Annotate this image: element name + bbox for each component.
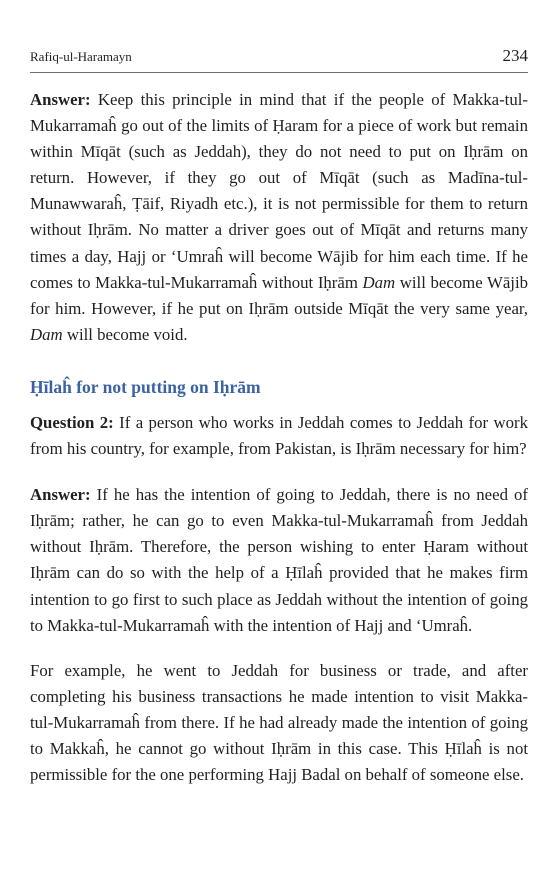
- page-header: [30, 46, 528, 66]
- answer-paragraph-1: [30, 87, 528, 348]
- page-body: [30, 87, 528, 788]
- page-number: 234: [502, 46, 528, 65]
- question-text: If a person who works in Jeddah comes to Jeddah for work from his country, for example, from Pakistan, is Iḥrām necessary for him?: [30, 412, 528, 459]
- section-heading: Ḥīlaĥ for not putting on Iḥrām: [30, 376, 261, 397]
- answer-text-part: will become void.: [62, 324, 188, 344]
- question-lead: Question 2:: [30, 412, 114, 432]
- book-title: Rafiq-ul-Haramayn: [30, 49, 132, 64]
- header-divider: [30, 72, 528, 73]
- answer-text-part: will become Wājib for him. However, if he put on Iḥrām outside Mīqāt the very same year,: [30, 272, 528, 318]
- answer-lead: Answer:: [30, 90, 91, 109]
- answer-paragraph-2: [30, 482, 528, 639]
- dam-term: Dam: [362, 272, 396, 292]
- dam-term: Dam: [30, 324, 63, 344]
- answer-lead: Answer:: [30, 485, 91, 505]
- example-paragraph: For example, he went to Jeddah for business or trade, and after completing his business transactions he made intention to visit Makka-tul-Mukarramaĥ from there. If he had already made the intention of going to Makkaĥ, he cannot go without Iḥrām in this case. This Ḥīlaĥ is not permissible for the one performing Hajj Badal on behalf of someone else.: [30, 660, 528, 785]
- answer-text: If he has the intention of going to Jeddah, there is no need of Iḥrām; rather, he can go to even Makka-tul-Mukarramaĥ from Jeddah without Iḥrām. Therefore, the person wishing to enter Ḥaram without Iḥrām can do so with the help of a Ḥīlaĥ provided that he makes firm intention to go first to such place as Jeddah without the intention of going to Makka-tul-Mukarramaĥ with the intention of Hajj and ‘Umraĥ.: [30, 485, 528, 635]
- question-paragraph: [30, 410, 528, 462]
- answer-text-part: Keep this principle in mind that if the people of Makka-tul-Mukarramaĥ go out of the limits of Ḥaram for a piece of work but remain within Mīqāt (such as Jeddah), they do not need to put on Iḥrām on return. However, if they go out of Mīqāt (such as Madīna-tul-Munawwaraĥ, Ṭāif, Riyadh etc.), it is not permissible for them to return without Iḥrām. No matter a driver goes out of Mīqāt and returns many times a day, Hajj or ‘Umraĥ will become Wājib for him each time. If he comes to Makka-tul-Mukarramaĥ without Iḥrām: [30, 90, 528, 292]
